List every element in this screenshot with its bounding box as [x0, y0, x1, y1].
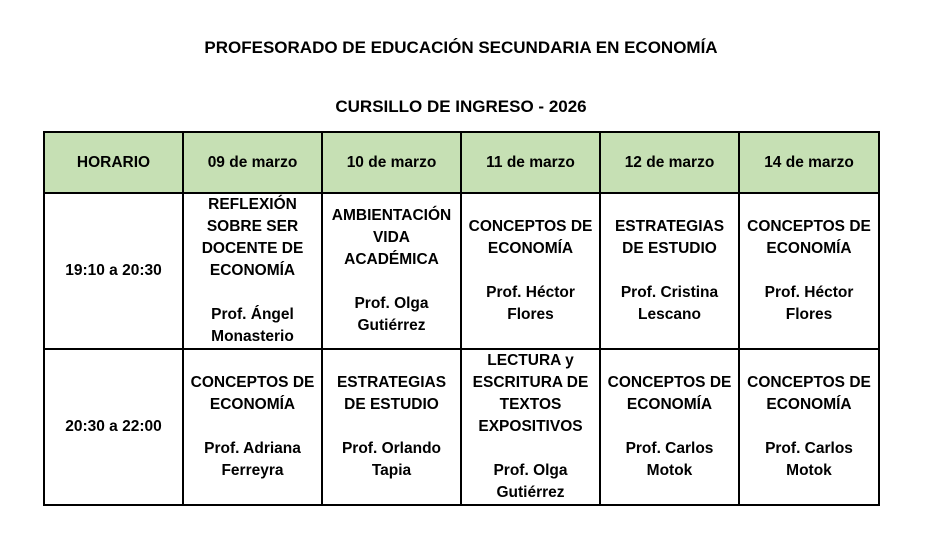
table-header-row — [44, 132, 879, 193]
professor-name: Prof. Orlando Tapia — [341, 440, 442, 479]
class-cell — [739, 193, 879, 349]
time-slot-cell: 20:30 a 22:00 — [44, 349, 183, 505]
class-cell — [183, 349, 322, 505]
professor-name: Prof. Olga Gutiérrez — [493, 462, 568, 501]
subject-name: AMBIENTACIÓN VIDA ACADÉMICA — [331, 207, 452, 268]
time-slot-cell: 19:10 a 20:30 — [44, 193, 183, 349]
class-cell — [600, 349, 739, 505]
professor-name: Prof. Ángel Monasterio — [211, 306, 294, 345]
schedule-table — [43, 131, 880, 506]
column-header-date: 14 de marzo — [739, 132, 879, 193]
subject-name: CONCEPTOS DE ECONOMÍA — [747, 218, 871, 257]
subject-name: CONCEPTOS DE ECONOMÍA — [190, 374, 315, 413]
class-cell — [183, 193, 322, 349]
subject-name: CONCEPTOS DE ECONOMÍA — [747, 374, 871, 413]
subject-name: ESTRATEGIAS DE ESTUDIO — [614, 218, 725, 257]
professor-name: Prof. Héctor Flores — [764, 284, 854, 323]
professor-name: Prof. Adriana Ferreyra — [204, 440, 301, 479]
table-row — [44, 349, 879, 505]
professor-name: Prof. Carlos Motok — [625, 440, 714, 479]
professor-name: Prof. Olga Gutiérrez — [354, 295, 429, 334]
professor-name: Prof. Héctor Flores — [486, 284, 575, 323]
subject-name: CONCEPTOS DE ECONOMÍA — [607, 374, 732, 413]
table-row — [44, 193, 879, 349]
professor-name: Prof. Carlos Motok — [765, 440, 853, 479]
column-header-date: 09 de marzo — [183, 132, 322, 193]
professor-name: Prof. Cristina Lescano — [620, 284, 719, 323]
column-header-date: 11 de marzo — [461, 132, 600, 193]
class-cell — [461, 193, 600, 349]
column-header-date: 12 de marzo — [600, 132, 739, 193]
class-cell — [739, 349, 879, 505]
subject-name: REFLEXIÓN SOBRE SER DOCENTE DE ECONOMÍA — [201, 196, 304, 279]
class-cell — [461, 349, 600, 505]
subject-name: LECTURA y ESCRITURA DE TEXTOS EXPOSITIVOS — [472, 352, 589, 435]
subject-name: CONCEPTOS DE ECONOMÍA — [468, 218, 593, 257]
class-cell — [322, 193, 461, 349]
page-subtitle: CURSILLO DE INGRESO - 2026 — [335, 97, 587, 116]
class-cell — [600, 193, 739, 349]
page-title: PROFESORADO DE EDUCACIÓN SECUNDARIA EN ECONOMÍA — [204, 38, 718, 57]
subject-name: ESTRATEGIAS DE ESTUDIO — [336, 374, 447, 413]
column-header-date: 10 de marzo — [322, 132, 461, 193]
column-header-horario: HORARIO — [44, 132, 183, 193]
class-cell — [322, 349, 461, 505]
